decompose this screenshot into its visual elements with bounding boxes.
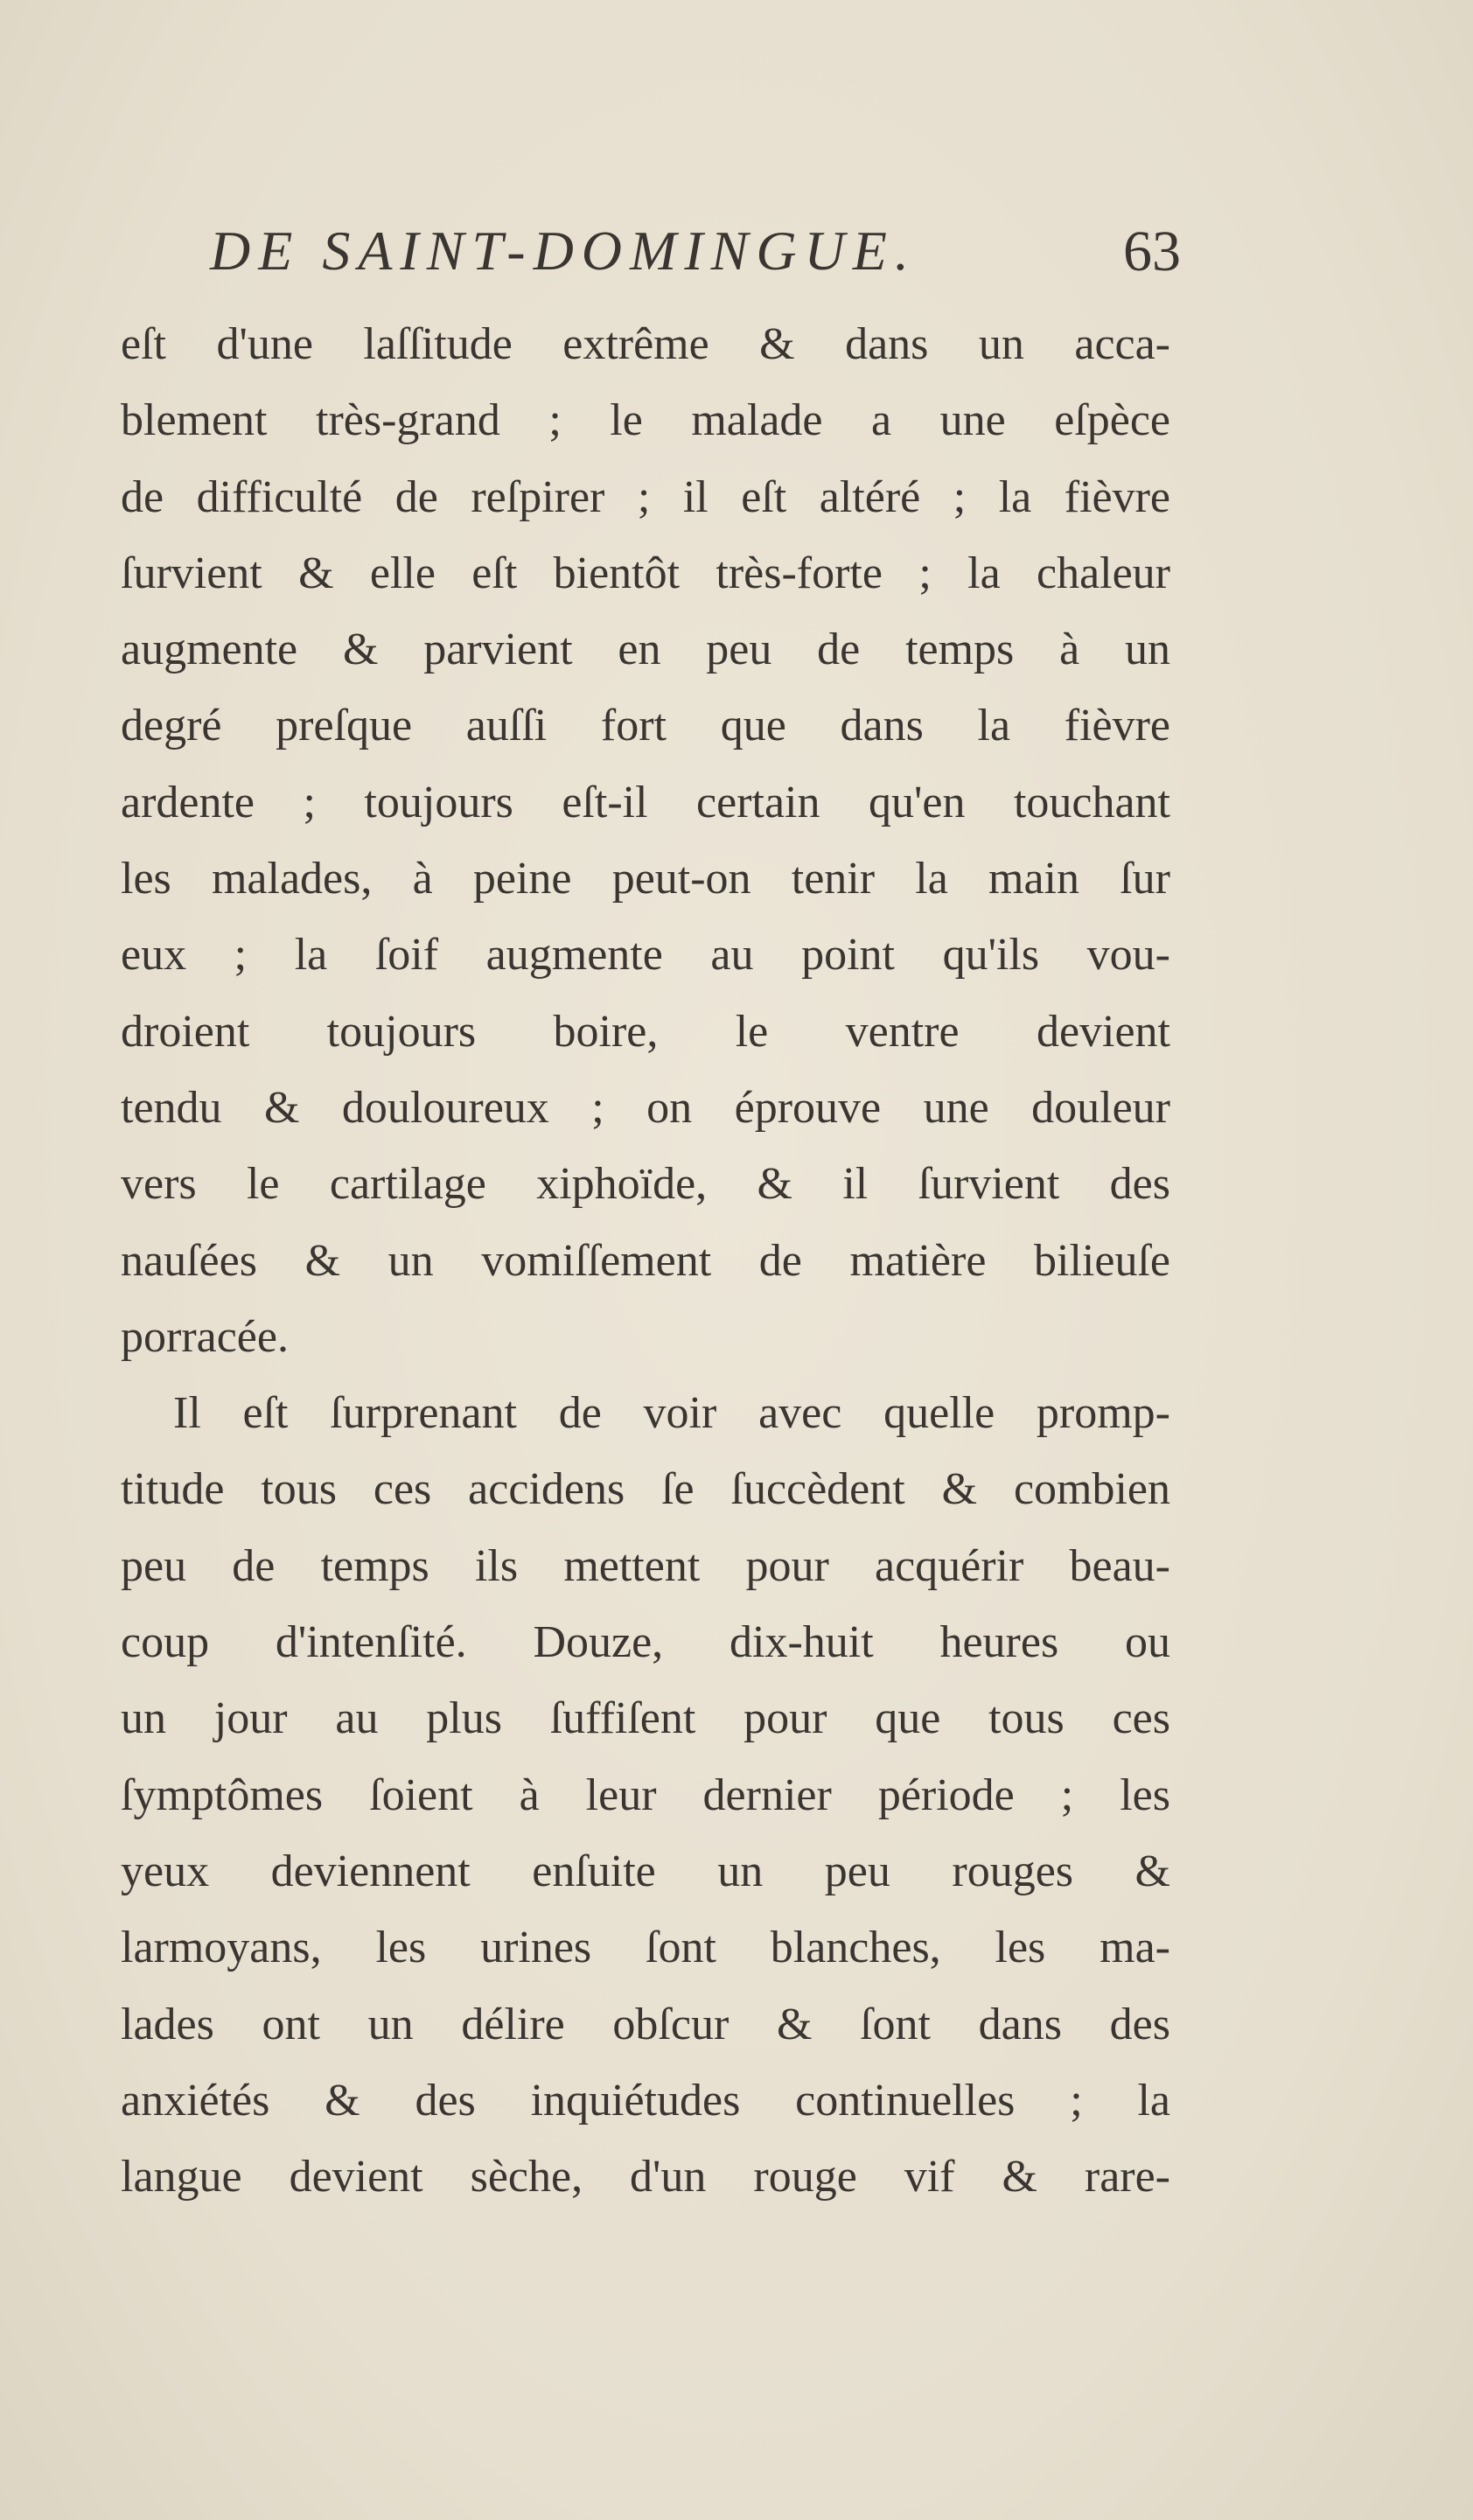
text-line: de difficulté de reſpirer ; il eſt altéré ; la fièvre — [121, 471, 1170, 522]
text-line: degré preſque auſſi fort que dans la fièvre — [121, 701, 1170, 751]
body-text — [121, 306, 1170, 2215]
text-line: porracée. — [121, 1311, 289, 1362]
running-title: DE SAINT-DOMINGUE. — [210, 220, 917, 282]
text-line: larmoyans, les urines ſont blanches, les ma- — [121, 1923, 1170, 1973]
text-line: eux ; la ſoif augmente au point qu'ils vou- — [121, 930, 1170, 981]
text-line: nauſées & un vomiſſement de matière bilieuſe — [121, 1235, 1170, 1286]
page-header — [210, 219, 1181, 297]
text-line: augmente & parvient en peu de temps à un — [121, 625, 1170, 675]
text-line: droient toujours boire, le ventre devient — [121, 1006, 1170, 1057]
text-line: ardente ; toujours eſt-il certain qu'en touchant — [121, 777, 1170, 827]
text-line: anxiétés & des inquiétudes continuelles ; la — [121, 2075, 1170, 2126]
text-line: coup d'intenſité. Douze, dix-huit heures ou — [121, 1617, 1170, 1668]
text-line: peu de temps ils mettent pour acquérir beau- — [121, 1540, 1170, 1591]
text-line: ſymptômes ſoient à leur dernier période ; les — [121, 1770, 1170, 1820]
text-line: blement très-grand ; le malade a une eſpèce — [121, 395, 1170, 446]
page-number: 63 — [1123, 220, 1181, 283]
text-line: ſurvient & elle eſt bientôt très-forte ; la chaleur — [121, 548, 1170, 598]
text-line: Il eſt ſurprenant de voir avec quelle promp- — [173, 1388, 1170, 1439]
text-line: eſt d'une laſſitude extrême & dans un acca- — [121, 319, 1170, 369]
text-line: titude tous ces accidens ſe ſuccèdent & combien — [121, 1464, 1170, 1515]
text-line: tendu & douloureux ; on éprouve une douleur — [121, 1082, 1170, 1133]
text-line: yeux deviennent enſuite un peu rouges & — [121, 1846, 1170, 1896]
text-line: vers le cartilage xiphoïde, & il ſurvient des — [121, 1159, 1170, 1210]
text-line: les malades, à peine peut-on tenir la main ſur — [121, 854, 1170, 904]
text-line: lades ont un délire obſcur & ſont dans des — [121, 1999, 1170, 2049]
text-line: un jour au plus ſuffiſent pour que tous ces — [121, 1693, 1170, 1744]
text-line: langue devient sèche, d'un rouge vif & rare- — [121, 2152, 1170, 2202]
